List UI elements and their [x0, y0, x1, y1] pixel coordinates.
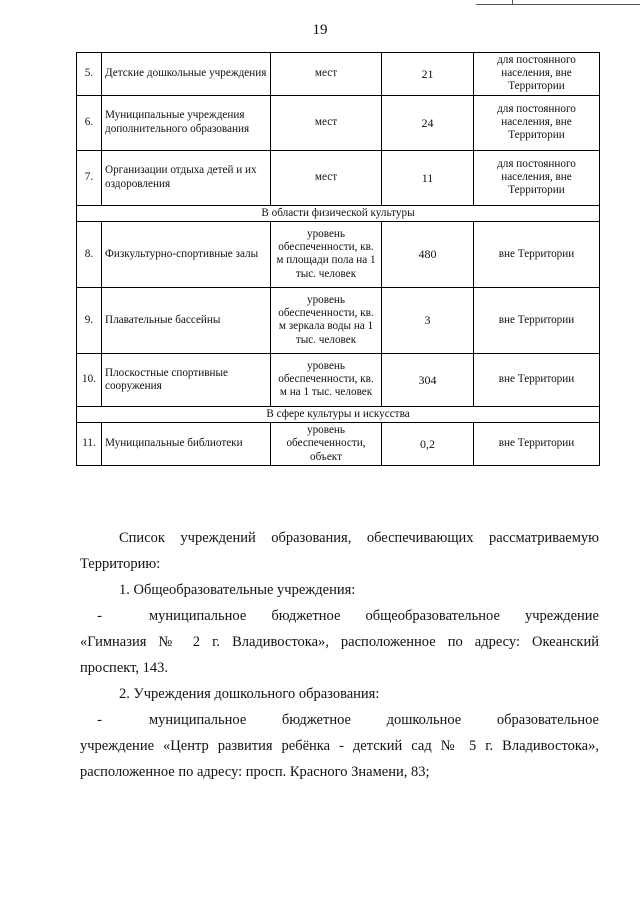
gymnasium-item: [80, 603, 599, 681]
row-number: 9.: [77, 287, 102, 353]
general-education-heading: 1. Общеобразовательные учреждения:: [119, 582, 356, 598]
table-row: [77, 150, 600, 205]
gymnasium-line-2: «Гимназия № 2 г. Владивостока», расположенное по адресу: Океанский: [80, 634, 599, 650]
table-row: [77, 53, 600, 96]
table-row: [77, 221, 600, 287]
kindergarten-item: [80, 707, 599, 785]
facility-name: Муниципальные библиотеки: [102, 423, 271, 466]
location-note: вне Территории: [474, 353, 600, 406]
unit-of-measure: мест: [271, 53, 382, 96]
facility-name: Плавательные бассейны: [102, 287, 271, 353]
section-header-row: [77, 205, 600, 221]
row-number: 5.: [77, 53, 102, 96]
value-cell: 3: [382, 287, 474, 353]
location-note: вне Территории: [474, 423, 600, 466]
facilities-table: [76, 52, 600, 466]
unit-of-measure: уровень обеспеченности, кв. м на 1 тыс. человек: [271, 353, 382, 406]
intro-line-1: Список учреждений образования, обеспечивающих рассматриваемую: [119, 530, 599, 546]
list-dash: -: [97, 608, 102, 624]
facility-name: Организации отдыха детей и их оздоровления: [102, 150, 271, 205]
gymnasium-line-3: проспект, 143.: [80, 660, 168, 676]
value-cell: 24: [382, 95, 474, 150]
row-number: 6.: [77, 95, 102, 150]
unit-of-measure: уровень обеспеченности, объект: [271, 423, 382, 466]
facility-name: Плоскостные спортивные сооружения: [102, 353, 271, 406]
location-note: вне Территории: [474, 221, 600, 287]
facility-name: Муниципальные учреждения дополнительного образования: [102, 95, 271, 150]
location-note: для постоянного населения, вне Территории: [474, 150, 600, 205]
value-cell: 480: [382, 221, 474, 287]
section-title: В области физической культуры: [77, 205, 600, 221]
location-note: для постоянного населения, вне Территории: [474, 95, 600, 150]
value-cell: 304: [382, 353, 474, 406]
value-cell: 0,2: [382, 423, 474, 466]
value-cell: 11: [382, 150, 474, 205]
row-number: 10.: [77, 353, 102, 406]
table-row: [77, 423, 600, 466]
section-header-row: [77, 406, 600, 422]
top-rule-line: [476, 4, 640, 5]
intro-line-2: Территорию:: [80, 556, 161, 572]
row-number: 11.: [77, 423, 102, 466]
table-row: [77, 287, 600, 353]
kindergarten-line-1: муниципальное бюджетное дошкольное образовательное: [149, 712, 599, 728]
kindergarten-first-line: [80, 707, 599, 733]
facility-name: Детские дошкольные учреждения: [102, 53, 271, 96]
unit-of-measure: уровень обеспеченности, кв. м площади пола на 1 тыс. человек: [271, 221, 382, 287]
unit-of-measure: мест: [271, 95, 382, 150]
section-title: В сфере культуры и искусства: [77, 406, 600, 422]
row-number: 8.: [77, 221, 102, 287]
row-number: 7.: [77, 150, 102, 205]
top-rule-tick: [512, 0, 513, 5]
table-row: [77, 353, 600, 406]
preschool-heading: 2. Учреждения дошкольного образования:: [119, 686, 380, 702]
institutions-intro-paragraph: [80, 525, 599, 577]
unit-of-measure: мест: [271, 150, 382, 205]
table-body: [77, 53, 600, 466]
location-note: вне Территории: [474, 287, 600, 353]
page-number: 19: [312, 22, 328, 38]
gymnasium-line-1: муниципальное бюджетное общеобразовательное учреждение: [149, 608, 599, 624]
location-note: для постоянного населения, вне Территории: [474, 53, 600, 96]
kindergarten-line-2: учреждение «Центр развития ребёнка - детский сад № 5 г. Владивостока»,: [80, 738, 599, 754]
list-dash: -: [97, 712, 102, 728]
table-row: [77, 95, 600, 150]
gymnasium-first-line: [80, 603, 599, 629]
value-cell: 21: [382, 53, 474, 96]
unit-of-measure: уровень обеспеченности, кв. м зеркала воды на 1 тыс. человек: [271, 287, 382, 353]
kindergarten-line-3: расположенное по адресу: просп. Красного Знамени, 83;: [80, 764, 430, 780]
facility-name: Физкультурно-спортивные залы: [102, 221, 271, 287]
